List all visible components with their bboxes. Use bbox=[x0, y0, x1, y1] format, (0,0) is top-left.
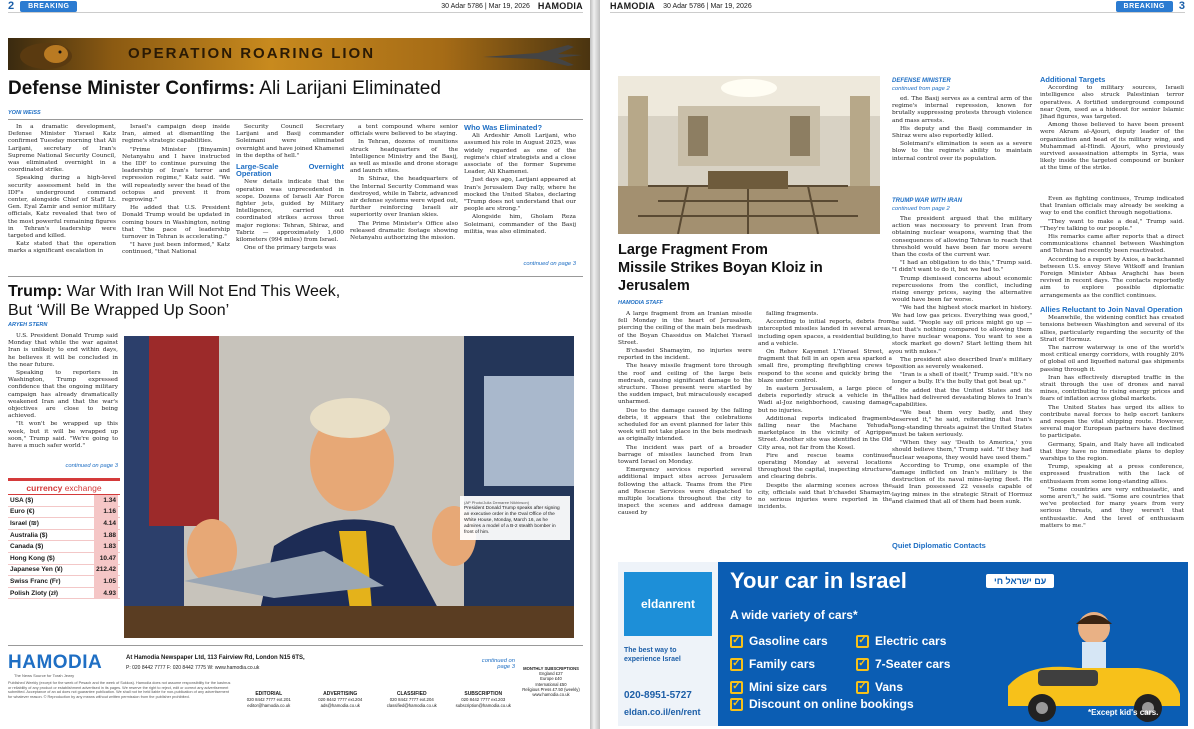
beis-medrash-photo bbox=[618, 76, 880, 234]
currency-value: 1.16 bbox=[94, 507, 118, 518]
ad-headline: Your car in Israel bbox=[730, 568, 907, 593]
department-email[interactable]: ads@hamodia.co.uk bbox=[320, 702, 360, 708]
currency-value: 4.14 bbox=[94, 518, 118, 529]
footer-tagline: The News Source for Torah Jewry bbox=[14, 673, 75, 678]
monthly-subscriptions: MONTHLY SUBSCRIPTIONS England £27 Europe £40 International £50 Religious Press £7.50 (weekly) www.hamodia.co.uk bbox=[520, 666, 582, 697]
ad-feature: ✓ Mini size cars bbox=[730, 680, 827, 694]
checkbox-icon: ✓ bbox=[730, 681, 743, 694]
folio-date: 30 Adar 5786 | Mar 19, 2026 bbox=[663, 2, 752, 10]
trump-war-jump-label: TRUMP WAR WITH IRAN bbox=[892, 198, 963, 204]
damaged-sanctuary-image bbox=[618, 76, 880, 234]
checkbox-icon: ✓ bbox=[730, 635, 743, 648]
quiet-diplomatic-subhead: Quiet Diplomatic Contacts bbox=[892, 541, 986, 550]
ad-subhead: A wide variety of cars* bbox=[730, 608, 858, 622]
department-contact bbox=[308, 692, 374, 722]
banner-title: OPERATION ROARING LION bbox=[128, 45, 376, 62]
footer-logo: HAMODIA bbox=[8, 652, 103, 673]
story3-col1: A large fragment from an Iranian missile fell Monday in the heart of Jerusalem, piercing the ceiling of the main beis medrash of the Boyan Chassidus on Malchei Yisrael Street. B'chasdei Shamayim, no injuries were reported in the incident. The heavy missile fragment tore through the roof and ceiling of the large beis medrash, causing significant damage to the structure. Those present were startled by the sudden impact, but miraculously escaped unharmed. Due to the damage caused by the falling debris, it appears that the celebrations scheduled for an event planned for later this week will not take place in the beis medrash as originally intended. The incident was part of a broader barrage of missiles launched from Iran toward Israel on Monday. Emergency services reported several additional impact sites across Jerusalem following the attack. Teams from the Fire and Rescue Services were dispatched to multiple locations throughout the city to inspect the scenes and address damage caused by bbox=[618, 311, 752, 517]
ad-feature: ✓ 7-Seater cars bbox=[856, 657, 950, 671]
currency-row bbox=[8, 576, 120, 588]
right-page bbox=[600, 0, 1194, 729]
defense-minister-continued-link[interactable]: continued from page 2 bbox=[892, 86, 950, 92]
ad-footnote: *Except kid's cars. bbox=[1088, 708, 1159, 717]
folio-masthead: HAMODIA bbox=[610, 1, 656, 11]
department-label: SUBSCRIPTION bbox=[464, 691, 503, 697]
right-folio bbox=[610, 0, 1185, 13]
story1-headline-bold: Defense Minister Confirms: bbox=[8, 78, 256, 99]
currency-row bbox=[8, 565, 120, 577]
subscription-line: Europe £40 bbox=[540, 676, 562, 682]
subscription-line: Religious Press £7.50 (weekly) bbox=[522, 686, 580, 692]
footer-phones: P: 020 8442 7777 F: 020 8442 7775 W: www.hamodia.co.uk bbox=[126, 665, 260, 671]
currency-row bbox=[8, 507, 120, 519]
department-phone: 020 8442 7777 ext.204 bbox=[318, 697, 363, 703]
ad-feature: ✓ Family cars bbox=[730, 657, 815, 671]
page-number: 2 bbox=[8, 0, 15, 12]
currency-name: USA ($) bbox=[10, 496, 34, 504]
rule bbox=[8, 276, 583, 277]
defense-minister-jump-label: DEFENSE MINISTER bbox=[892, 78, 951, 84]
currency-value: 1.34 bbox=[94, 495, 118, 506]
currency-row bbox=[8, 588, 120, 600]
department-contact bbox=[451, 692, 517, 722]
story1-subhead-who: Who Was Eliminated? bbox=[464, 124, 543, 132]
additional-targets-subhead: Additional Targets bbox=[1040, 76, 1106, 84]
eldan-slogan: The best way to experience Israel bbox=[624, 647, 681, 663]
folio-masthead: HAMODIA bbox=[537, 1, 583, 11]
additional-targets-text: Additional Targets According to military sources, Israeli intelligence also struck Palestinian terror operatives. A fortified underground compound near Qom, used as a hideout for senior Islamic Jihad figures, was targeted. Among those believed to have been present were Akram al-Ajouri, deputy leader of the organization and head of its military wing, and Muhammad al-Hindi. Ajouri, who previously survived assassination attempts in Syria, was likely inside the targeted compound or bunker at the time of the strike. bbox=[1040, 76, 1184, 172]
fighter-jet-icon bbox=[478, 41, 588, 67]
department-email[interactable]: classified@hamodia.co.uk bbox=[386, 702, 437, 708]
story2-body: U.S. President Donald Trump said Monday that while the war against Iran is unlikely to end within days, he believes it will be concluded in the near future. Speaking to reporters in Washington, Trump expressed confidence that the ongoing military campaign has already dramatically weakened Iran and that the war's objectives are close to being achieved. "It won't be wrapped up this week, but it will be wrapped up soon," Trump said. "We're going to have a much safer world." bbox=[8, 333, 118, 450]
currency-name: Polish Zloty (zł) bbox=[10, 589, 59, 597]
lion-icon bbox=[8, 38, 88, 70]
story1-col4: a tent compound where senior officials were believed to be staying. In Tehran, dozens of munitions struck headquarters of the Intelligence Ministry and the Basij, as well as missile and drone storage and launch sites. In Shiraz, the headquarters of the Internal Security Command was destroyed, while in Tabriz, advanced air defense systems were wiped out, further reinforcing Israeli air superiority over Iranian skies. The Prime Minister's Office also released dramatic footage showing Netanyahu authorizing the mission. bbox=[350, 124, 458, 242]
section-tab: BREAKING bbox=[20, 1, 77, 12]
currency-value: 10.47 bbox=[94, 553, 118, 564]
trump-war-continued-link[interactable]: continued from page 2 bbox=[892, 206, 950, 212]
currency-value: 212.42 bbox=[94, 565, 118, 576]
currency-title: currency exchange bbox=[8, 481, 120, 495]
department-label: CLASSIFIED bbox=[396, 691, 427, 697]
checkbox-icon: ✓ bbox=[730, 658, 743, 671]
ad-discount: ✓ Discount on online bookings bbox=[730, 691, 914, 714]
currency-row bbox=[8, 518, 120, 530]
story3-byline: HAMODIA STAFF bbox=[618, 300, 663, 306]
currency-value: 1.88 bbox=[94, 530, 118, 541]
ad-features-left bbox=[730, 628, 828, 697]
trump-war-jump-text: The president argued that the military action was necessary to prevent Iran from obtaining nuclear weapons, warning that the consequences of allowing Tehran to reach that threshold would have been far more severe than the costs of the current war. "I had an obligation to do this," Trump said. "I didn't want to do it, but we had to." Trump dismissed concerns about economic repercussions from the conflict, including rising energy prices, saying the alternative would have been far worse. "We had the highest stock market in history. We had low gas prices. Everything was good," he said. "People say oil prices might go up — but that's nothing compared to allowing them to have nuclear weapons. You want to see a stock market go down? Start letting them hit you with nukes." The president also described Iran's military position as severely weakened. "Iran is a shell of itself," Trump said. "It's no longer a bully. It's the bully that got beat up." He added that the United States and its allies had delivered devastating blows to Iran's capabilities. "We beat them very badly, and they deserved it," he said, reiterating that Iran's long-standing threats against the United States must be taken seriously. "When they say 'Death to America,' you should believe them," Trump said. "If they had nuclear weapons, they would have used them." According to Trump, one example of the damage inflicted on Iran's military is the destruction of its naval mine-laying fleet. He said Iran possessed 22 vessels capable of laying mines in the strategic Strait of Hormuz and claimed that all of them had been sunk. bbox=[892, 216, 1032, 505]
allies-reluctant-subhead: Allies Reluctant to Join Naval Operation bbox=[1040, 306, 1183, 314]
department-phone: 020 8442 7777 ext.204 bbox=[389, 697, 434, 703]
currency-value: 4.93 bbox=[94, 588, 118, 599]
story2-headline-rest2: But ‘Will Be Wrapped Up Soon’ bbox=[8, 302, 230, 319]
section-tab: BREAKING bbox=[1116, 1, 1173, 12]
allies-reluctant-text: Allies Reluctant to Join Naval Operation Meanwhile, the widening conflict has created tensions between Washington and several of its allies, particularly regarding the security of the Strait of Hormuz. The narrow waterway is one of the world's most critical energy corridors, with roughly 20% of global oil and liquefied natural gas shipments passing through it. Iran has effectively disrupted traffic in the strait through the use of drones and naval mines, contributing to rising energy prices and fears of inflation across global markets. The United States has urged its allies to contribute naval forces to help escort tankers and reopen the vital shipping route. However, several major European partners have declined to participate. Germany, Spain, and Italy have all indicated that they have no immediate plans to deploy warships to the region. Trump, speaking at a press conference, expressed frustration with the lack of enthusiasm from some long-standing allies. "Some countries are very enthusiastic, and some aren't," he said. "Some are countries that we've protected for many years from very serious threats, and they weren't that enthusiastic. And the level of enthusiasm matters to me." bbox=[1040, 306, 1184, 529]
currency-name: Israel (₪) bbox=[10, 519, 39, 527]
photo-caption: President Donald Trump speaks after signing an executive order in the Oval Office of the White House, Monday, March 16, as he admires a model of a B-2 stealth bomber in front of him. bbox=[464, 506, 560, 535]
ad-feature: ✓ Gasoline cars bbox=[730, 634, 828, 648]
page-gutter bbox=[590, 0, 600, 729]
left-page bbox=[0, 0, 590, 729]
left-folio bbox=[8, 0, 583, 13]
rule bbox=[8, 645, 583, 646]
rule bbox=[8, 119, 583, 120]
currency-name: Japanese Yen (¥) bbox=[10, 566, 63, 574]
story1-col3: Security Council Secretary Larijani and Basij commander Soleimani were eliminated overnight and have joined Khamenei in the depths of hell." Large-Scale Overnight Operation New details indicate that the operation was unprecedented in scope. Dozens of Israeli Air Force fighter jets, guided by Military Intelligence, carried out coordinated strikes across three major regions: Tehran, Shiraz, and Tabriz — approximately 1,600 kilometers (994 miles) from Israel. One of the primary targets was bbox=[236, 124, 344, 252]
story2-continued-link[interactable]: continued on page 3 bbox=[65, 463, 118, 469]
checkbox-icon: ✓ bbox=[730, 698, 743, 711]
currency-name: Swiss Franc (Fr) bbox=[10, 577, 61, 585]
operation-banner bbox=[8, 38, 590, 70]
department-email[interactable]: subscription@hamodia.co.uk bbox=[455, 702, 511, 708]
ad-feature: ✓ Vans bbox=[856, 680, 903, 694]
department-label: ADVERTISING bbox=[323, 691, 358, 697]
footer-address: At Hamodia Newspaper Ltd, 113 Fairview Rd, London N15 6TS, bbox=[126, 655, 305, 661]
trump-photo bbox=[124, 336, 574, 638]
subscription-line: www.hamodia.co.uk bbox=[532, 692, 570, 698]
currency-name: Hong Kong ($) bbox=[10, 554, 55, 562]
department-phone: 020 8442 7777 ext.201 bbox=[246, 697, 291, 703]
story1-col2: Israel's campaign deep inside Iran, aimed at dismantling the regime's strategic capabilities. "Prime Minister [Binyamin] Netanyahu and I have instructed the IDF to continue pursuing the leadership of Iran's terror and repression regime," Katz said. "We will repeatedly sever the head of the octopus and prevent it from regrowing." He added that U.S. President Donald Trump would be updated in coming hours in Washington, noting that "the pace of leadership turnover in Tehran is accelerating." "I have just been informed," Katz continued, "that National bbox=[122, 124, 230, 256]
page-number: 3 bbox=[1178, 0, 1185, 12]
department-email[interactable]: editor@hamodia.co.uk bbox=[247, 702, 291, 708]
subscription-line: International £50 bbox=[535, 681, 567, 687]
currency-row bbox=[8, 553, 120, 565]
eldan-rent-ad[interactable] bbox=[618, 562, 1188, 726]
story1-subhead-operation: Large-Scale Overnight Operation bbox=[236, 162, 344, 179]
checkbox-icon: ✓ bbox=[856, 658, 869, 671]
footer-departments bbox=[236, 692, 516, 722]
story2-headline-bold: Trump: bbox=[8, 283, 63, 300]
currency-name: Canada ($) bbox=[10, 543, 44, 551]
department-label: EDITORIAL bbox=[255, 691, 283, 697]
currency-row bbox=[8, 530, 120, 542]
currency-value: 1.05 bbox=[94, 576, 118, 587]
currency-exchange-box bbox=[8, 478, 120, 638]
currency-row bbox=[8, 541, 120, 553]
eldan-phone[interactable]: 020-8951-5727 bbox=[624, 690, 692, 701]
ad-feature: ✓ Electric cars bbox=[856, 634, 946, 648]
department-contact bbox=[236, 692, 302, 722]
checkbox-icon: ✓ bbox=[856, 635, 869, 648]
eldan-logo: eldanrent bbox=[624, 572, 712, 636]
subscription-line: England £27 bbox=[539, 671, 563, 677]
oval-office-photo bbox=[124, 336, 574, 638]
story2-headline bbox=[8, 282, 340, 320]
story2-headline-rest1: War With Iran Will Not End This Week, bbox=[62, 283, 341, 300]
story2-byline: ARYEH STERN bbox=[8, 322, 48, 328]
story3-headline: Large Fragment From Missile Strikes Boyan Kloiz in Jerusalem bbox=[618, 242, 823, 294]
footer-continued-link[interactable]: continued on page 3 bbox=[481, 658, 515, 670]
footer-fine-print: Published Weekly (except for the week of Pesach and the week of Sukkos). Hamodia does not assume responsibility for the kashrus or reliability of any product or establishment advertised in its pages. We reserve the right to reject, edit or correct any advertisement submitted. Acceptance of an ad does not guarantee publication. We shall not be held liable for non-publication of any advertisement for whatever reason. © Reproduction by any means without written permission from the publisher prohibited. bbox=[8, 681, 231, 699]
story3-col2: falling fragments. According to initial reports, debris from intercepted missiles landed in several areas, including open spaces, a residential building, and a vehicle. On Rehov Kayemet L'Yisrael Street, a fragment that fell in an open area sparked a small fire, prompting firefighting crews to respond to the scene and quickly bring the blaze under control. In eastern Jerusalem, a large piece of debris reportedly struck a vehicle in the Wadi al-Joz neighborhood, causing damage but no injuries. Additional reports indicated fragments falling near the Machane Yehudah marketplace in the vicinity of Agrippas Street. Another site was identified in the Old City area, not far from the Kosel. Fire and rescue teams continued operating Monday at several locations throughout the capital, inspecting structures and clearing debris. Despite the alarming scenes across the city, officials said that b'chasdei Shamayim, no serious injuries were reported in the incidents. bbox=[758, 311, 892, 511]
defense-minister-jump-text: ed. The Basij serves as a central arm of the regime's internal repression, known for brutally suppressing protests through violence and mass arrests. His deputy and the Basij commander in Shiraz were also reportedly killed. Soleimani's elimination is seen as a severe blow to the regime's ability to maintain internal control over its population. bbox=[892, 96, 1032, 162]
story1-byline: YONI WEISS bbox=[8, 110, 41, 116]
ad-hebrew-tag: עם ישראל חי bbox=[986, 574, 1054, 588]
department-phone: 020 8442 7777 ext.203 bbox=[461, 697, 506, 703]
story1-continued-link[interactable]: continued on page 3 bbox=[523, 261, 576, 267]
folio-date: 30 Adar 5786 | Mar 19, 2026 bbox=[441, 2, 530, 10]
checkbox-icon: ✓ bbox=[856, 681, 869, 694]
department-contact bbox=[379, 692, 445, 722]
story1-headline bbox=[8, 78, 441, 100]
eldan-url[interactable]: eldan.co.il/en/rent bbox=[624, 707, 701, 717]
currency-value: 1.83 bbox=[94, 541, 118, 552]
story1-col1: In a dramatic development, Defense Minister Yisrael Katz confirmed Tuesday morning that Ali Larijani, secretary of Iran's Supreme National Security Council, was eliminated overnight in a coordinated strike. Speaking during a high-level security assessment held in the IDF's underground command center, alongside Chief of Staff Lt. Gen. Eyal Zamir and senior military officials, Katz revealed that two of the most powerful remaining figures in Tehran's leadership were targeted and killed. Katz stated that the operation marks a significant escalation in bbox=[8, 124, 116, 255]
photo-credit: (AP Photo/Julia Demaree Nikhinson) bbox=[464, 500, 530, 505]
story1-col5: Who Was Eliminated? Ali Ardeshir Amoli Larijani, who assumed his role in August 2025, was widely regarded as one of the regime's chief strategists and a close associate of the former Supreme Leader, Ali Khamenei. Just days ago, Larijani appeared at Iran's Jerusalem Day rally, where he mocked the United States, declaring "Trump does not understand that our people are strong." Alongside him, Gholam Reza Soleimani, commander of the Basij militia, was also eliminated. bbox=[464, 124, 576, 235]
currency-name: Euro (€) bbox=[10, 508, 35, 516]
currency-name: Australia ($) bbox=[10, 531, 48, 539]
photo-caption-box bbox=[460, 496, 570, 540]
quiet-diplomatic-text: Even as fighting continues, Trump indicated that Iranian officials may already be seeking a way to end the conflict through negotiations. "They want to make a deal," Trump said. "They're talking to our people." His remarks came after reports that a direct communications channel between Washington and Tehran had recently been reactivated. According to a report by Axios, a backchannel between U.S. envoy Steve Witkoff and Iranian Foreign Minister Abbas Araghchi has been revived in recent days. The contacts reportedly aim to explore possible diplomatic arrangements as the conflict continues. bbox=[1040, 196, 1184, 299]
currency-rows bbox=[8, 495, 120, 599]
story1-headline-rest: Ali Larijani Eliminated bbox=[255, 78, 441, 99]
ad-features-right bbox=[856, 628, 950, 697]
currency-row bbox=[8, 495, 120, 507]
